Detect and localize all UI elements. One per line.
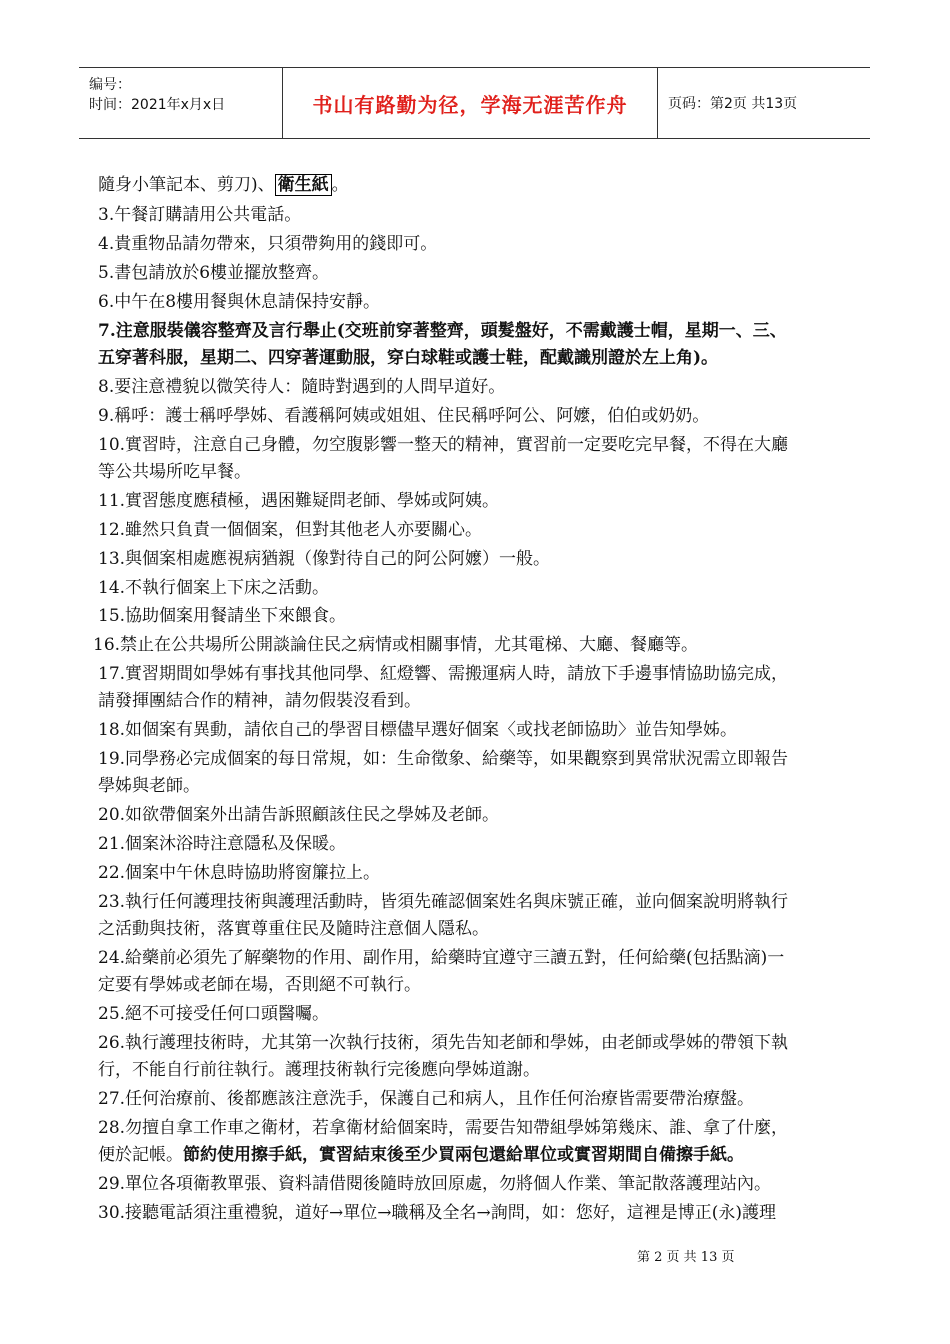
text-line-bold: 五穿著科服，星期二、四穿著運動服，穿白球鞋或護士鞋，配戴識別證於左上角)。: [98, 348, 719, 368]
text-line-bold: 7.注意服裝儀容整齊及言行舉止(交班前穿著整齊，頭髮盤好，不需戴護士帽，星期一、三、: [98, 321, 787, 341]
text-line: 29.單位各項衛教單張、資料請借閱後隨時放回原處，勿將個人作業、筆記散落護理站內。: [98, 1174, 772, 1194]
header-page-number: 页码：第2页 共13页: [668, 96, 798, 112]
text-line: 定要有學姊或老師在場，否則絕不可執行。: [98, 975, 421, 995]
text-line: 3.午餐訂購請用公共電話。: [98, 205, 302, 225]
text-line: 行，不能自行前往執行。護理技術執行完後應向學姊道謝。: [98, 1060, 540, 1080]
text-line: 28.勿擅自拿工作車之衛材，若拿衛材給個案時，需要告知帶組學姊第幾床、誰、拿了什麼，: [98, 1118, 789, 1138]
page-footer: 第 2 页 共 13 页: [637, 1250, 735, 1265]
text-line: 之活動與技術，落實尊重住民及隨時注意個人隱私。: [98, 919, 489, 939]
text-line: 20.如欲帶個案外出請告訴照顧該住民之學姊及老師。: [98, 805, 500, 825]
text-line: 13.與個案相處應視病猶親（像對待自己的阿公阿嬤）一般。: [98, 549, 551, 569]
text-line: 4.貴重物品請勿帶來，只須帶夠用的錢即可。: [98, 234, 438, 254]
text-line: 22.個案中午休息時協助將窗簾拉上。: [98, 863, 381, 883]
text-line: 6.中午在8樓用餐與休息請保持安靜。: [98, 292, 381, 312]
text-segment: 便於記帳。: [98, 1145, 183, 1165]
text-line: 9.稱呼：護士稱呼學姊、看護稱阿姨或姐姐、住民稱呼阿公、阿嬤，伯伯或奶奶。: [98, 406, 710, 426]
text-line: 14.不執行個案上下床之活動。: [98, 578, 330, 598]
text-line: 21.個案沐浴時注意隱私及保暖。: [98, 834, 347, 854]
text-line: 10.實習時，注意自己身體，勿空腹影響一整天的精神，實習前一定要吃完早餐，不得在大廳: [98, 435, 789, 455]
text-line: 8.要注意禮貌以微笑待人：隨時對遇到的人問早道好。: [98, 377, 506, 397]
text-line: [98, 1144, 744, 1166]
text-line: 18.如個案有異動，請依自己的學習目標儘早選好個案〈或找老師協助〉並告知學姊。: [98, 720, 738, 740]
text-line: 25.絕不可接受任何口頭醫囑。: [98, 1004, 330, 1024]
text-line: 27.任何治療前、後都應該注意洗手，保護自己和病人，且作任何治療皆需要帶治療盤。: [98, 1089, 755, 1109]
text-segment: 。: [331, 175, 349, 195]
text-line: [98, 174, 349, 196]
text-line: 12.雖然只負責一個個案，但對其他老人亦要關心。: [98, 520, 483, 540]
header-date: 时间：2021年x月x日: [89, 97, 226, 113]
text-line: 15.協助個案用餐請坐下來餵食。: [98, 606, 347, 626]
text-line: 學姊與老師。: [98, 776, 200, 796]
header-number: 编号：: [89, 77, 131, 93]
text-line: 26.執行護理技術時，尤其第一次執行技術，須先告知老師和學姊，由老師或學姊的帶領下執: [98, 1033, 789, 1053]
text-line: 16.禁止在公共場所公開談論住民之病情或相關事情，尤其電梯、大廳、餐廳等。: [93, 635, 699, 655]
text-line: 11.實習態度應積極，遇困難疑問老師、學姊或阿姨。: [98, 491, 500, 511]
text-line: 等公共場所吃早餐。: [98, 462, 251, 482]
text-segment-bold: 節約使用擦手紙，實習結束後至少買兩包還給單位或實習期間自備擦手紙。: [183, 1145, 744, 1165]
boxed-term: 衛生紙: [275, 174, 332, 196]
text-line: 17.實習期間如學姊有事找其他同學、紅燈響、需搬運病人時，請放下手邊事情協助協完成，: [98, 664, 789, 684]
text-segment: 隨身小筆記本、剪刀)、: [98, 175, 275, 195]
text-line: 30.接聽電話須注重禮貌，道好→單位→職稱及全名→詢問，如：您好，這裡是博正(永)護理: [98, 1203, 777, 1223]
header-motto: 书山有路勤为径，学海无涯苦作舟: [312, 92, 628, 117]
text-line: 23.執行任何護理技術與護理活動時，皆須先確認個案姓名與床號正確，並向個案說明將執行: [98, 892, 789, 912]
text-line: 5.書包請放於6樓並擺放整齊。: [98, 263, 330, 283]
text-line: 19.同學務必完成個案的每日常規，如：生命徵象、給藥等，如果觀察到異常狀況需立即報告: [98, 749, 789, 769]
text-line: 24.給藥前必須先了解藥物的作用、副作用，給藥時宜遵守三讀五對，任何給藥(包括點滴)一: [98, 948, 785, 968]
text-line: 請發揮團結合作的精神，請勿假裝沒看到。: [98, 691, 421, 711]
